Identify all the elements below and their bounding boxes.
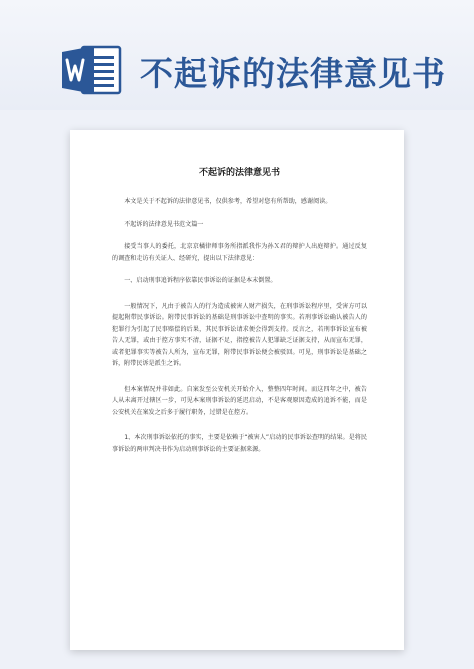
banner-title: 不起诉的法律意见书 — [140, 54, 446, 93]
document-title: 不起诉的法律意见书 — [198, 168, 280, 178]
paragraph-point-one: 1、本次刑事诉讼依托的事实，主要是依赖于“被害人”启动的民事诉讼查明的结果。是将民事诉讼的两审判决书作为启动刑事诉讼的主要证据来源。 — [112, 434, 367, 453]
microsoft-word-icon — [60, 44, 122, 96]
paragraph-section-one: 一、启动刑事追诉程序依靠民事诉讼的证据是本末倒置。 — [124, 277, 277, 284]
paragraph-case: 但本案情况并非如此。自案发至公安机关开始介入，整整四年时间。而这四年之中，被告人从未离开过辖区一步，可见本案刑事诉讼的延迟启动，不是客观原因造成的追诉不能，而是公安机关在案发之后多于履行职务，过错是在控方。 — [112, 385, 367, 416]
header-banner — [0, 0, 474, 110]
paragraph-intro: 本文是关于不起诉的法律意见书，仅供参考，希望对您有所帮助，感谢阅读。 — [124, 198, 332, 205]
paragraph-general: 一般情况下，凡由于被告人的行为造成被害人财产损失，在刑事诉讼程序里，受害方可以提起附带民事诉讼。附带民事诉讼的基础是刑事诉讼中查明的事实。若刑事诉讼确认被告人的犯罪行为引起了民事赔偿的后果，其民事诉讼请求便会得到支持。反言之，若刑事诉讼宣布被告人无罪，或由于控方事实不清，证据不足，指控被告人犯罪缺乏证据支持，从而宣布无罪，或者犯罪事实等被告人所为，宣布无罪，附带民事诉讼便会被驳回。可见，刑事诉讼是基础之诉，附带民诉是派生之诉。 — [112, 302, 367, 367]
paragraph-opening: 接受当事人的委托，北京京橘律师事务所指派我作为孙Ｘ君的辩护人出庭辩护。通过反复的调查和走访有关证人、经研究，提出以下法律意见： — [112, 243, 367, 262]
document-body — [112, 165, 367, 466]
paragraph-sample-heading: 不起诉的法律意见书范文篇一 — [124, 220, 204, 228]
